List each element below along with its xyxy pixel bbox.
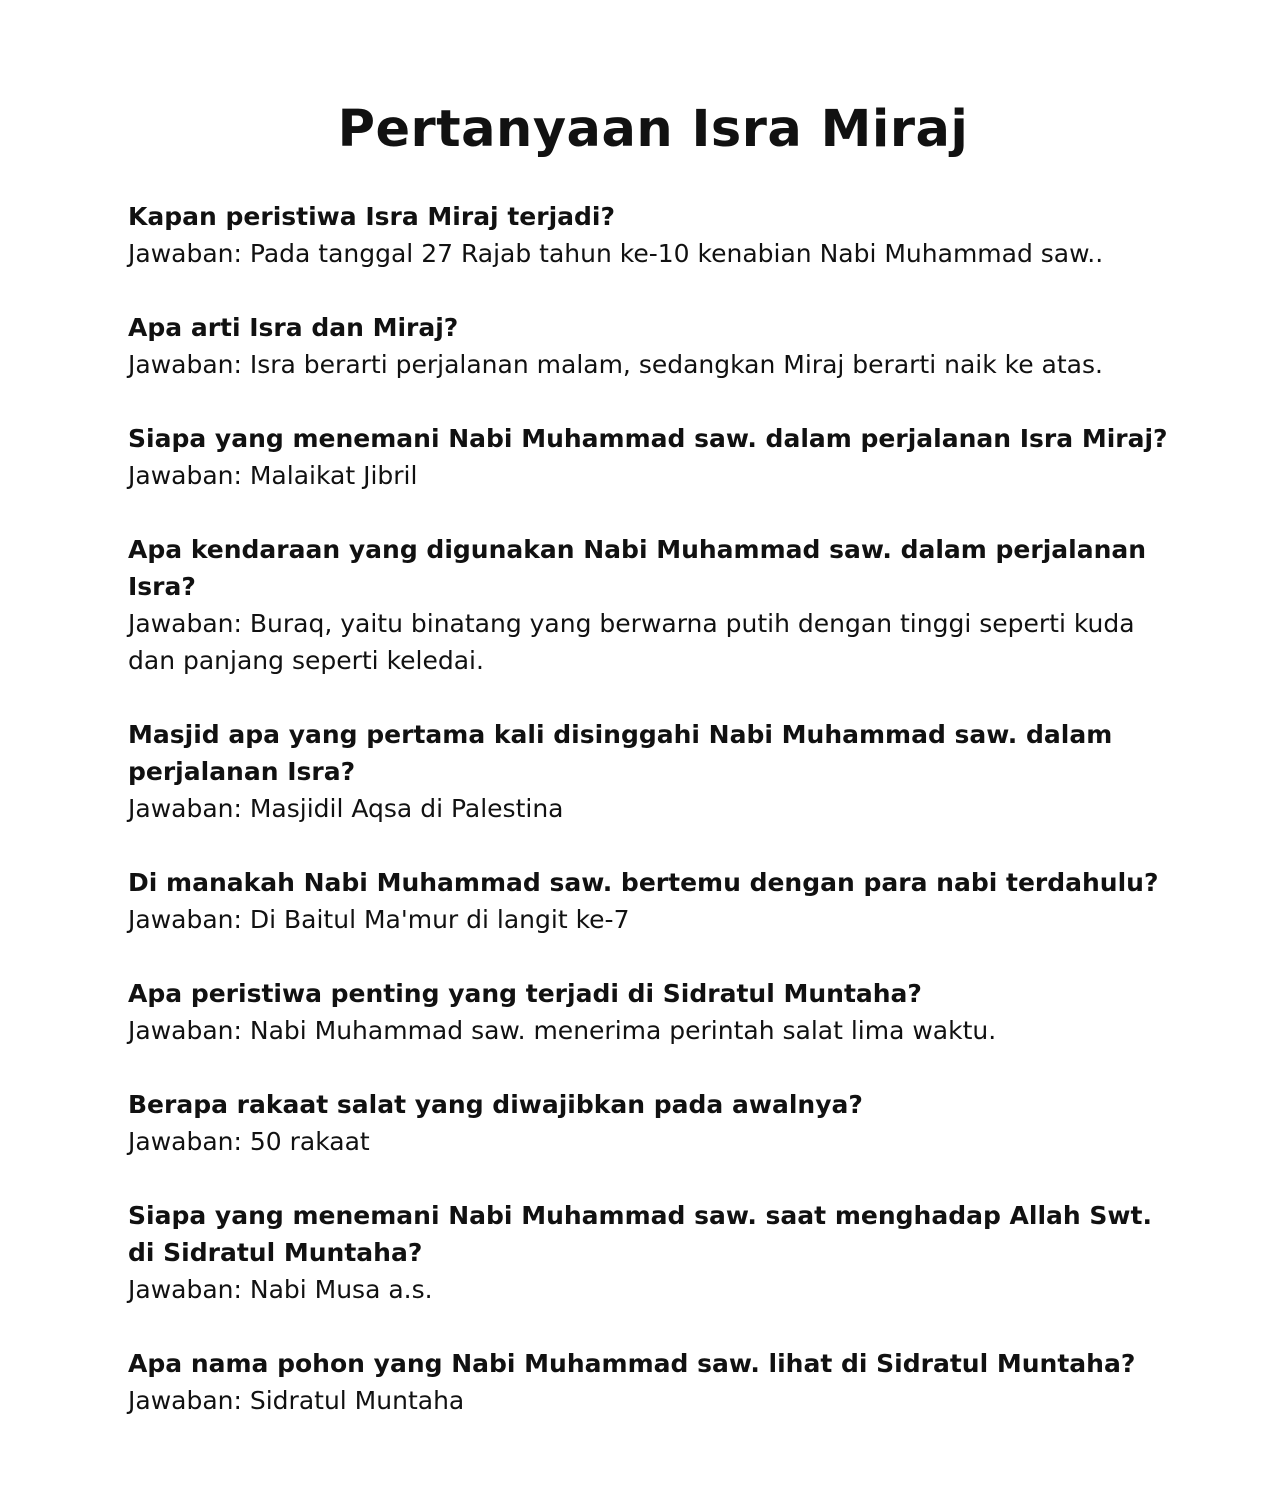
answer-text: Jawaban: Nabi Musa a.s.	[128, 1275, 433, 1304]
question-text: Berapa rakaat salat yang diwajibkan pada awalnya?	[128, 1090, 863, 1119]
question-text: Apa arti Isra dan Miraj?	[128, 313, 459, 342]
answer-text: Jawaban: Masjidil Aqsa di Palestina	[128, 794, 564, 823]
answer-text: Jawaban: Buraq, yaitu binatang yang berwarna putih dengan tinggi seperti kuda dan panjang seperti keledai.	[128, 609, 1135, 675]
qa-item	[128, 309, 1180, 383]
qa-item	[128, 975, 1180, 1049]
question-text: Kapan peristiwa Isra Miraj terjadi?	[128, 202, 615, 231]
answer-text: Jawaban: Sidratul Muntaha	[128, 1386, 465, 1415]
answer-text: Jawaban: 50 rakaat	[128, 1127, 370, 1156]
qa-item	[128, 1197, 1180, 1308]
qa-item	[128, 1345, 1180, 1419]
question-text: Di manakah Nabi Muhammad saw. bertemu dengan para nabi terdahulu?	[128, 868, 1159, 897]
page-title: Pertanyaan Isra Miraj	[337, 100, 969, 159]
question-text: Apa peristiwa penting yang terjadi di Sidratul Muntaha?	[128, 979, 922, 1008]
qa-item	[128, 716, 1180, 827]
qa-item	[128, 864, 1180, 938]
question-text: Siapa yang menemani Nabi Muhammad saw. dalam perjalanan Isra Miraj?	[128, 424, 1168, 453]
question-text: Siapa yang menemani Nabi Muhammad saw. saat menghadap Allah Swt. di Sidratul Muntaha?	[128, 1201, 1152, 1267]
qa-item	[128, 1086, 1180, 1160]
answer-text: Jawaban: Pada tanggal 27 Rajab tahun ke-10 kenabian Nabi Muhammad saw..	[128, 239, 1104, 268]
qa-item	[128, 420, 1180, 494]
answer-text: Jawaban: Di Baitul Ma'mur di langit ke-7	[128, 905, 630, 934]
question-text: Apa nama pohon yang Nabi Muhammad saw. lihat di Sidratul Muntaha?	[128, 1349, 1136, 1378]
qa-list	[128, 198, 1180, 1419]
answer-text: Jawaban: Malaikat Jibril	[128, 461, 418, 490]
answer-text: Jawaban: Isra berarti perjalanan malam, sedangkan Miraj berarti naik ke atas.	[128, 350, 1103, 379]
question-text: Masjid apa yang pertama kali disinggahi Nabi Muhammad saw. dalam perjalanan Isra?	[128, 720, 1113, 786]
qa-item	[128, 531, 1180, 679]
question-text: Apa kendaraan yang digunakan Nabi Muhammad saw. dalam perjalanan Isra?	[128, 535, 1147, 601]
answer-text: Jawaban: Nabi Muhammad saw. menerima perintah salat lima waktu.	[128, 1016, 997, 1045]
qa-item	[128, 198, 1180, 272]
